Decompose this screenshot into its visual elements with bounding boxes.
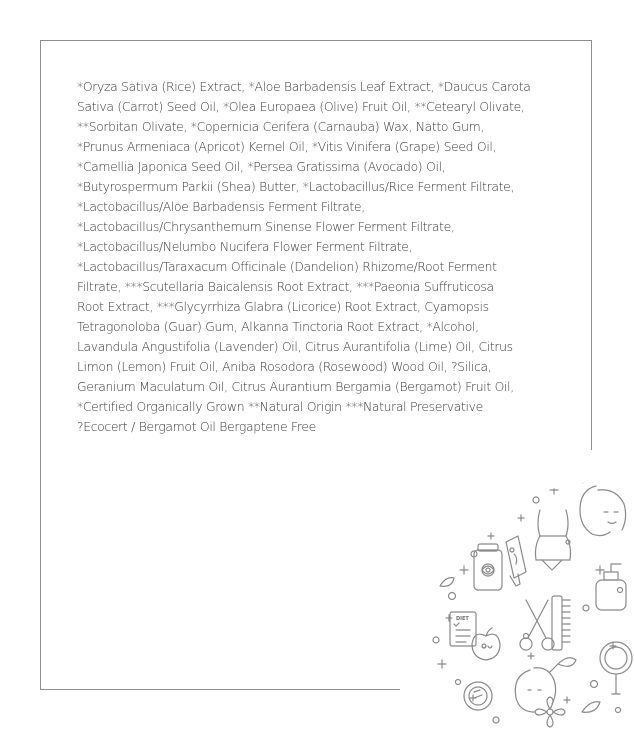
ingredient-line: *Certified Organically Grown **Natural Origin ***Natural Preservative (77, 399, 483, 414)
ingredient-line: *Prunus Armeniaca (Apricot) Kernel Oil, *Vitis Vinifera (Grape) Seed Oil, (77, 139, 497, 154)
compact-mirror-icon (464, 682, 492, 710)
beauty-doodle-illustration (400, 450, 634, 732)
ingredient-line: *Lactobacillus/Nelumbo Nucifera Flower Ferment Filtrate, (77, 239, 413, 254)
flower-icon (535, 697, 565, 727)
beauty-doodle-svg (400, 450, 634, 732)
cream-jar-icon (474, 544, 502, 590)
ingredient-line: Lavandula Angustifolia (Lavender) Oil, Citrus Aurantifolia (Lime) Oil, Citrus (77, 339, 513, 354)
diet-label: DIET (456, 616, 469, 622)
ingredient-line: *Butyrospermum Parkii (Shea) Butter, *Lactobacillus/Rice Ferment Filtrate, (77, 179, 515, 194)
comb-icon (552, 596, 570, 650)
ingredient-line: *Oryza Sativa (Rice) Extract, *Aloe Barbadensis Leaf Extract, *Daucus Carota (77, 79, 531, 94)
hand-mirror-icon (600, 642, 632, 694)
ingredient-list (77, 77, 563, 437)
ingredient-line: Geranium Maculatum Oil, Citrus Aurantium Bergamia (Bergamot) Fruit Oil, (77, 379, 514, 394)
ingredient-line: Root Extract, ***Glycyrrhiza Glabra (Licorice) Root Extract, Cyamopsis (77, 299, 489, 314)
ingredient-line: Filtrate, ***Scutellaria Baicalensis Root Extract, ***Paeonia Suffruticosa (77, 279, 494, 294)
ingredient-line: **Sorbitan Olivate, *Copernicia Cerifera (Carnauba) Wax, Natto Gum, (77, 119, 484, 134)
woman-with-leaf-icon (515, 658, 576, 712)
bubble-icon (433, 497, 623, 723)
ingredient-line: Sativa (Carrot) Seed Oil, *Olea Europaea (Olive) Fruit Oil, **Cetearyl Olivate, (77, 99, 525, 114)
woman-face-icon (580, 486, 626, 536)
scissors-icon (520, 600, 554, 650)
ingredient-line: Limon (Lemon) Fruit Oil, Aniba Rosodora (Rosewood) Wood Oil, ?Silica, (77, 359, 492, 374)
ingredient-line: *Lactobacillus/Taraxacum Officinale (Dandelion) Rhizome/Root Ferment (77, 259, 497, 274)
tube-icon (506, 536, 526, 586)
sparkle-icon (438, 477, 616, 703)
ingredient-line: *Lactobacillus/Chrysanthemum Sinense Flower Ferment Filtrate, (77, 219, 455, 234)
ingredient-line: *Camellia Japonica Seed Oil, *Persea Gratissima (Avocado) Oil, (77, 159, 446, 174)
swimsuit-icon (536, 510, 571, 570)
ingredient-line: ?Ecocert / Bergamot Oil Bergaptene Free (77, 419, 316, 434)
ingredient-line: Tetragonoloba (Guar) Gum, Alkanna Tinctoria Root Extract, *Alcohol, (77, 319, 479, 334)
ingredient-line: *Lactobacillus/Aloe Barbadensis Ferment Filtrate, (77, 199, 365, 214)
